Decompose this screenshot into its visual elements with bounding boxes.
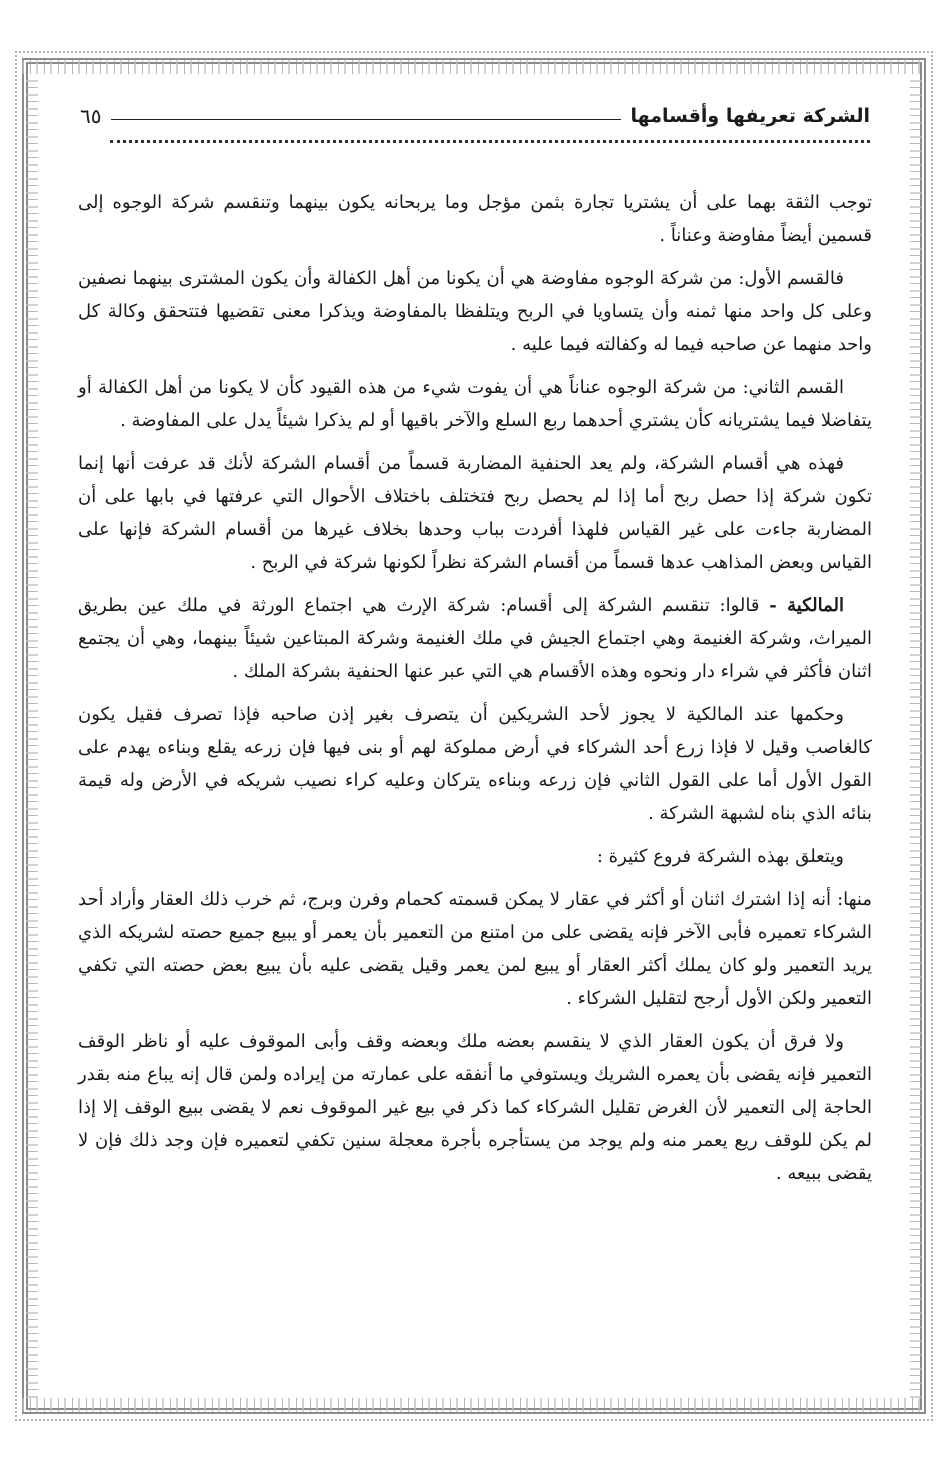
paragraph-text: ويتعلق بهذه الشركة فروع كثيرة :	[596, 846, 844, 867]
paragraph-5	[78, 589, 872, 688]
paragraph-text: قالوا: تنقسم الشركة إلى أقسام: شركة الإرث هي اجتماع الورثة في ملك عين بطريق الميراث، وشركة الغنيمة وهي اجتماع الجيش في ملك الغنيمة وشركة المبتاعين شيئاً بينهما، وهي أن يجتمع اثنان فأكثر في شراء دار ونحوه وهذه الأقسام هي التي عبر عنها الحنفية بشركة الملك .	[78, 595, 872, 682]
paragraph-7	[78, 840, 872, 873]
page-header	[80, 96, 870, 136]
section-lead-malikiyya: المالكية -	[769, 595, 845, 616]
paragraph-text: توجب الثقة بهما على أن يشتريا تجارة بثمن مؤجل وما يربحانه يكون بينهما وتنقسم شركة الوجوه إلى قسمين أيضاً مفاوضة وعناناً .	[78, 192, 872, 246]
body-text	[78, 186, 872, 1200]
paragraph-text: القسم الثاني: من شركة الوجوه عناناً هي أن يفوت شيء من هذه القيود كأن لا يكونا من أهل الكفالة أو يتفاضلا فيما يشتريانه كأن يشتري أحدهما ربع السلع والآخر باقيها أو لم يذكرا شيئاً يدل على المفاوضة .	[78, 377, 872, 431]
paragraph-text: فهذه هي أقسام الشركة، ولم يعد الحنفية المضاربة قسماً من أقسام الشركة لأنك قد عرفت أنها إنما تكون شركة إذا حصل ربح أما إذا لم يحصل ربح فتختلف باختلاف الأحوال التي عرفتها في بابها على أن المضاربة جاءت على غير القياس فلهذا أفردت بباب وحدها بخلاف غيرها من أقسام الشركة فإنها على القياس وبعض المذاهب عدها قسماً من أقسام الشركة نظراً لكونها شركة في الربح .	[78, 453, 872, 573]
paragraph-2	[78, 262, 872, 361]
ornamental-border-left	[26, 74, 38, 1398]
running-title: الشركة تعريفها وأقسامها	[630, 105, 870, 127]
paragraph-1	[78, 186, 872, 252]
paragraph-text: فالقسم الأول: من شركة الوجوه مفاوضة هي أن يكونا من أهل الكفالة وأن يكون المشترى بينهما نصفين وعلى كل واحد منها ثمنه وأن يتساويا في الربح ويتلفظا بالمفاوضة ويذكرا معنى تقضيها فتتحقق وكالة كل واحد منهما عن صاحبه فيما له وكفالته فيما عليه .	[78, 268, 872, 355]
paragraph-text: منها: أنه إذا اشترك اثنان أو أكثر في عقار لا يمكن قسمته كحمام وفرن وبرج، ثم خرب ذلك العقار وأراد أحد الشركاء تعميره فأبى الآخر فإنه يقضى على من امتنع من التعمير بأن يعمر أو يبيع جميع حصته لشريكه الذي يريد التعمير ولو كان يملك أكثر العقار أو يبيع لمن يعمر وقيل يقضى عليه بأن يبيع بعض حصته التي تكفي التعمير ولكن الأول أرجح لتقليل الشركاء .	[78, 889, 872, 1009]
dotted-separator	[110, 140, 870, 153]
paragraph-8	[78, 883, 872, 1015]
header-rule	[111, 119, 620, 120]
paragraph-6	[78, 698, 872, 830]
paragraph-text: ولا فرق أن يكون العقار الذي لا ينقسم بعضه ملك وبعضه وقف وأبى الموقوف عليه أو ناظر الوقف التعمير فإنه يقضى بأن يعمره الشريك ويستوفي ما أنفقه على عمارته من إيراده ولمن قال إنه يباع منه بقدر الحاجة إلى التعمير لأن الغرض تقليل الشركاء كما ذكر في بيع غير الموقوف نعم لا يقضى ببيع الوقف إلا إذا لم يكن للوقف ريع يعمر منه ولم يوجد من يستأجره بأجرة معجلة سنين تكفي لتعميره فإن وجد ذلك فإن لا يقضى ببيعه .	[78, 1031, 872, 1184]
ornamental-border-bottom	[22, 1398, 926, 1412]
paragraph-9	[78, 1025, 872, 1190]
paragraph-3	[78, 371, 872, 437]
ornamental-border-right	[910, 74, 922, 1398]
paragraph-text: وحكمها عند المالكية لا يجوز لأحد الشريكين أن يتصرف بغير إذن صاحبه فإذا تصرف فقيل يكون كالغاصب وقيل لا فإذا زرع أحد الشركاء في أرض مملوكة لهم أو بنى فيها فإن زرعه يقلع وبناءه يهدم على القول الأول أما على القول الثاني فإن زرعه وبناءه يتركان وعليه كراء نصيب شريكه في الأرض وله قيمة بنائه الذي بناه لشبهة الشركة .	[78, 704, 872, 824]
ornamental-border-top	[22, 60, 926, 74]
page-number: ٦٥	[80, 104, 102, 128]
paragraph-4	[78, 447, 872, 579]
